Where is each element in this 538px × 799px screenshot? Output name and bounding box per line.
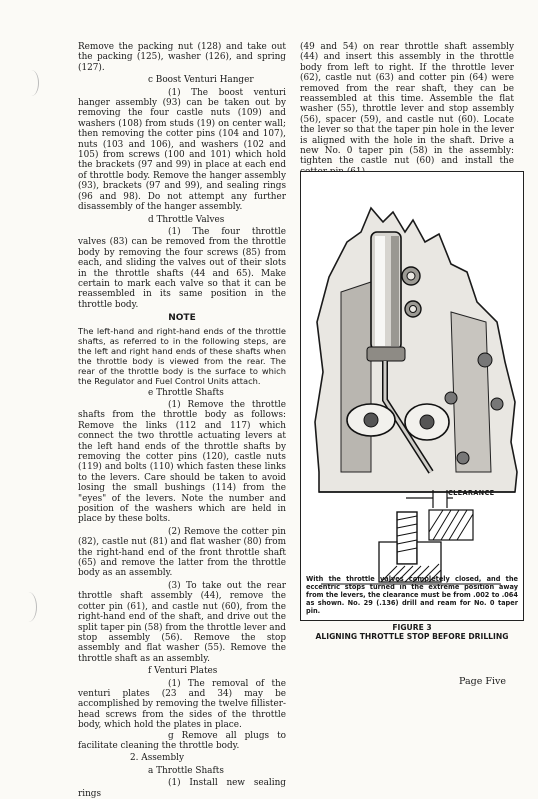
right-column [300, 42, 514, 177]
clearance-label: CLEARANCE [448, 489, 495, 497]
figure-title-text: ALIGNING THROTTLE STOP BEFORE DRILLING [315, 632, 509, 641]
figure-number: FIGURE 3 [392, 623, 432, 632]
paragraph: (1) The boost venturi hanger assembly (93) can be taken out by removing the four castle nuts (109) and washers (108) from studs (19) on center wall; then removing the cotter pins (104 and 107), nuts (103 and 106), and washers (102 and 105) from screws (100 and 101) which hold the brackets (97 and 99) in place at each end of throttle body. Remove the hanger assembly (93), brackets (97 and 99), and sealing rings (96 and 98). Do not attempt any further disassembly of the hanger assembly. [78, 87, 286, 213]
paragraph: (1) Remove the throttle shafts from the throttle body as follows: Remove the links (112 and 117) which connect the two throttle actuating levers at the left hand ends of the throttle shafts by removing the cotter pins (120), castle nuts (119) and bolts (110) which fasten these links to the levers. Care should be taken to avoid losing the small bushings (114) from the "eyes" of the levers. Note the number and position of the washers which are held in place by these bolts. [78, 399, 286, 525]
section-heading-d: d Throttle Valves [148, 214, 225, 225]
note-text: The left-hand and right-hand ends of the throttle shafts, as referred to in the following steps, are the left and right hand ends of these shafts when the throttle body is viewed from the rear. The rear of the throttle body is the surface to which the Regulator and Fuel Control Units attach. [78, 325, 286, 386]
section-heading-c: c Boost Venturi Hanger [148, 75, 254, 86]
section-heading-e: e Throttle Shafts [148, 387, 224, 398]
paragraph: (2) Remove the cotter pin (82), castle nut (81) and flat washer (80) from the right-hand end of the front throttle shaft (65) and remove the latter from the throttle body as an assembly. [78, 526, 286, 579]
paragraph: g Remove all plugs to facilitate cleaning the throttle body. [78, 730, 286, 751]
left-column [78, 42, 286, 799]
paragraph: (1) Install new sealing rings [78, 778, 286, 799]
figure-caption: With the throttle valves completely closed, and the eccentric stops turned in the extreme position away from the levers, the clearance must be from .002 to .064 as shown. No. 29 (.136) drill and ream for No. 0 taper pin. [306, 575, 518, 615]
paragraph: Remove the packing nut (128) and take out the packing (125), washer (126), and spring (127). [78, 42, 286, 73]
note-heading: NOTE [168, 313, 196, 324]
figure-frame [300, 171, 524, 621]
paragraph: (3) To take out the rear throttle shaft assembly (44), remove the cotter pin (61), and castle nut (60), from the right-hand end of the shaft, and drive out the split taper pin (58) from the throttle lever and stop assembly (56). Remove the stop assembly and flat washer (55). Remove the throttle shaft as an assembly. [78, 580, 286, 664]
section-heading-a: a Throttle Shafts [148, 765, 224, 776]
section-heading-f: f Venturi Plates [148, 666, 218, 677]
paragraph: (49 and 54) on rear throttle shaft assembly (44) and insert this assembly in the throttle body from left to right. If the throttle lever (62), castle nut (63) and cotter pin (64) were removed from the rear shaft, they can be reassembled at this time. Assemble the flat washer (55), throttle lever and stop assembly (56), spacer (59), and castle nut (60). Locate the lever so that the taper pin hole in the lever is aligned with the hole in the shaft. Drive a new No. 0 taper pin (58) in the assembly: tighten the castle nut (60) and install the [300, 42, 514, 167]
paragraph: (1) The four throttle valves (83) can be removed from the throttle body by removing the four screws (85) from each, and sliding the valves out of their slots in the throttle shafts (44 and 65). Make certain to mark each valve so that it can be reassembled in its same position in the throttle body. [78, 226, 286, 310]
section-heading-assembly: 2. Assembly [130, 753, 185, 764]
page-number: Page Five [459, 676, 506, 687]
paragraph: (1) The removal of the venturi plates (23 and 34) may be accomplished by removing the twelve fillister-head screws from the sides of the throttle body, which hold the plates in place. [78, 678, 286, 731]
throttle-stop-illustration [301, 172, 522, 619]
binding-mark-bottom [20, 592, 37, 622]
clearance-detail [321, 490, 501, 584]
binding-mark-top [24, 70, 39, 96]
figure-title [300, 623, 524, 641]
